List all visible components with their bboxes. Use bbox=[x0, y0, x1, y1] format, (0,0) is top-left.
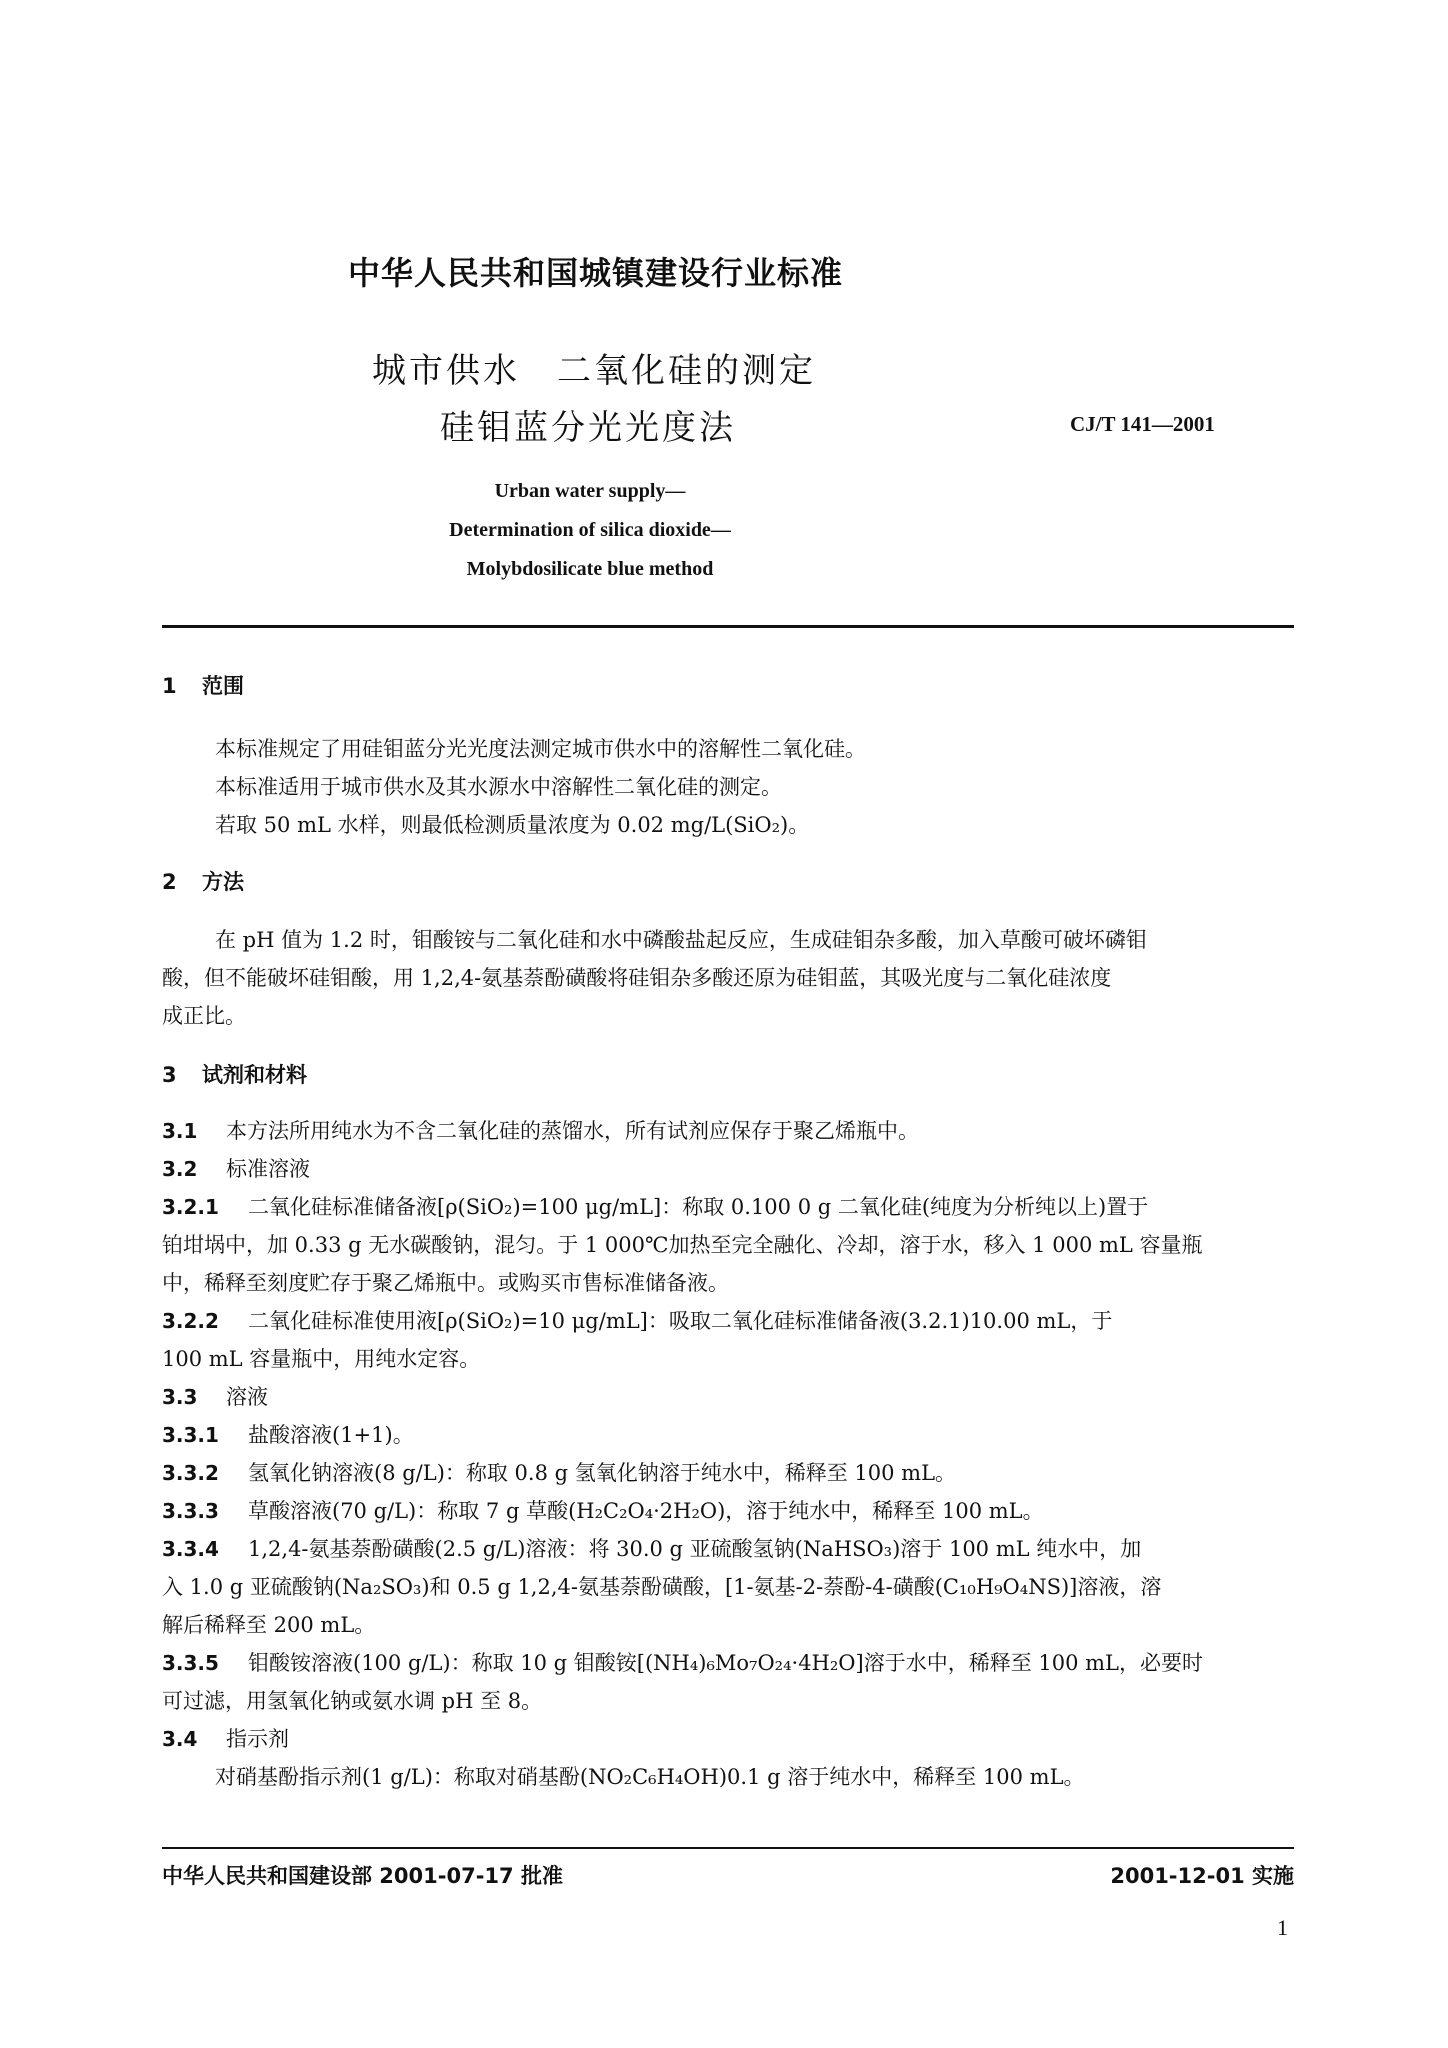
clause-text: 氢氧化钠溶液(8 g/L)：称取 0.8 g 氢氧化钠溶于纯水中，稀释至 100 mL。 bbox=[248, 1461, 957, 1485]
section-number: 1 bbox=[162, 674, 177, 698]
clause-3-3-3 bbox=[162, 1495, 1044, 1525]
clause-number: 3.3.2 bbox=[162, 1461, 219, 1485]
section-title: 方法 bbox=[202, 870, 244, 894]
clause-text: 草酸溶液(70 g/L)：称取 7 g 草酸(H₂C₂O₄·2H₂O)，溶于纯水中，稀释至 100 mL。 bbox=[248, 1499, 1044, 1523]
clause-text: 指示剂 bbox=[226, 1727, 289, 1751]
paragraph-line: 本标准适用于城市供水及其水源水中溶解性二氧化硅的测定。 bbox=[215, 775, 782, 799]
clause-3-3-5 bbox=[162, 1647, 1203, 1677]
page-number: 1 bbox=[1277, 1915, 1288, 1940]
clause-number: 3.4 bbox=[162, 1727, 198, 1751]
clause-text: 本方法所用纯水为不含二氧化硅的蒸馏水，所有试剂应保存于聚乙烯瓶中。 bbox=[226, 1119, 919, 1143]
section-heading bbox=[162, 1059, 307, 1089]
clause-3-4 bbox=[162, 1723, 289, 1753]
paragraph-line: 铂坩埚中，加 0.33 g 无水碳酸钠，混匀。于 1 000℃加热至完全融化、冷却，溶于水，移入 1 000 mL 容量瓶 bbox=[162, 1233, 1203, 1257]
paragraph-line: 在 pH 值为 1.2 时，钼酸铵与二氧化硅和水中磷酸盐起反应，生成硅钼杂多酸，加入草酸可破坏磷钼 bbox=[215, 928, 1147, 952]
section-number: 2 bbox=[162, 870, 177, 894]
clause-3-3-2 bbox=[162, 1457, 956, 1487]
paragraph-line: 中，稀释至刻度贮存于聚乙烯瓶中。或购买市售标准储备液。 bbox=[162, 1271, 729, 1295]
clause-number: 3.2.1 bbox=[162, 1195, 219, 1219]
paragraph-line: 酸，但不能破坏硅钼酸，用 1,2,4-氨基萘酚磺酸将硅钼杂多酸还原为硅钼蓝，其吸光度与二氧化硅浓度 bbox=[162, 966, 1112, 990]
paragraph-line: 可过滤，用氢氧化钠或氨水调 pH 至 8。 bbox=[162, 1689, 543, 1713]
standard-title-line1: 城市供水 二氧化硅的测定 bbox=[372, 351, 816, 391]
clause-number: 3.3 bbox=[162, 1385, 198, 1409]
clause-text: 二氧化硅标准储备液[ρ(SiO₂)=100 μg/mL]：称取 0.100 0 g 二氧化硅(纯度为分析纯以上)置于 bbox=[248, 1195, 1149, 1219]
paragraph-line: 入 1.0 g 亚硫酸钠(Na₂SO₃)和 0.5 g 1,2,4-氨基萘酚磺酸，[1-氨基-2-萘酚-4-磺酸(C₁₀H₉O₄NS)]溶液，溶 bbox=[162, 1575, 1162, 1599]
clause-number: 3.3.5 bbox=[162, 1651, 219, 1675]
clause-text: 1,2,4-氨基萘酚磺酸(2.5 g/L)溶液：将 30.0 g 亚硫酸氢钠(NaHSO₃)溶于 100 mL 纯水中，加 bbox=[248, 1537, 1142, 1561]
clause-number: 3.1 bbox=[162, 1119, 198, 1143]
clause-3-3-4 bbox=[162, 1533, 1141, 1563]
section-heading bbox=[162, 866, 244, 896]
clause-number: 3.2 bbox=[162, 1157, 198, 1181]
clause-3-3 bbox=[162, 1381, 268, 1411]
header-divider bbox=[162, 625, 1294, 628]
paragraph-line: 100 mL 容量瓶中，用纯水定容。 bbox=[162, 1347, 481, 1371]
clause-number: 3.2.2 bbox=[162, 1309, 219, 1333]
clause-3-1 bbox=[162, 1115, 919, 1145]
paragraph-line: 对硝基酚指示剂(1 g/L)：称取对硝基酚(NO₂C₆H₄OH)0.1 g 溶于纯水中，稀释至 100 mL。 bbox=[215, 1765, 1085, 1789]
paragraph-line: 若取 50 mL 水样，则最低检测质量浓度为 0.02 mg/L(SiO₂)。 bbox=[215, 813, 810, 837]
clause-number: 3.3.3 bbox=[162, 1499, 219, 1523]
english-title-line3: Molybdosilicate blue method bbox=[466, 558, 714, 580]
paragraph-line: 解后稀释至 200 mL。 bbox=[162, 1613, 376, 1637]
clause-number: 3.3.4 bbox=[162, 1537, 219, 1561]
paragraph-line: 本标准规定了用硅钼蓝分光光度法测定城市供水中的溶解性二氧化硅。 bbox=[215, 737, 866, 761]
section-title: 试剂和材料 bbox=[202, 1063, 307, 1087]
standard-org-title: 中华人民共和国城镇建设行业标准 bbox=[348, 254, 844, 292]
clause-text: 盐酸溶液(1+1)。 bbox=[248, 1423, 414, 1447]
footer-divider bbox=[162, 1847, 1294, 1849]
english-title bbox=[380, 472, 800, 589]
clause-3-2 bbox=[162, 1153, 310, 1183]
standard-code: CJ/T 141—2001 bbox=[1070, 412, 1215, 436]
clause-text: 钼酸铵溶液(100 g/L)：称取 10 g 钼酸铵[(NH₄)₆Mo₇O₂₄·4H₂O]溶于水中，稀释至 100 mL，必要时 bbox=[248, 1651, 1203, 1675]
section-number: 3 bbox=[162, 1063, 177, 1087]
clause-3-2-1 bbox=[162, 1191, 1148, 1221]
clause-3-2-2 bbox=[162, 1305, 1112, 1335]
standard-title-line2: 硅钼蓝分光光度法 bbox=[440, 408, 736, 448]
clause-text: 二氧化硅标准使用液[ρ(SiO₂)=10 μg/mL]：吸取二氧化硅标准储备液(3.2.1)10.00 mL，于 bbox=[248, 1309, 1113, 1333]
english-title-line2: Determination of silica dioxide— bbox=[449, 519, 731, 541]
clause-text: 标准溶液 bbox=[226, 1157, 310, 1181]
implementation-date: 2001-12-01 实施 bbox=[1110, 1864, 1294, 1888]
paragraph-line: 成正比。 bbox=[162, 1004, 246, 1028]
approval-info: 中华人民共和国建设部 2001-07-17 批准 bbox=[162, 1864, 563, 1888]
english-title-line1: Urban water supply— bbox=[494, 480, 686, 502]
section-heading bbox=[162, 670, 244, 700]
clause-text: 溶液 bbox=[226, 1385, 268, 1409]
clause-number: 3.3.1 bbox=[162, 1423, 219, 1447]
section-title: 范围 bbox=[202, 674, 244, 698]
clause-3-3-1 bbox=[162, 1419, 414, 1449]
